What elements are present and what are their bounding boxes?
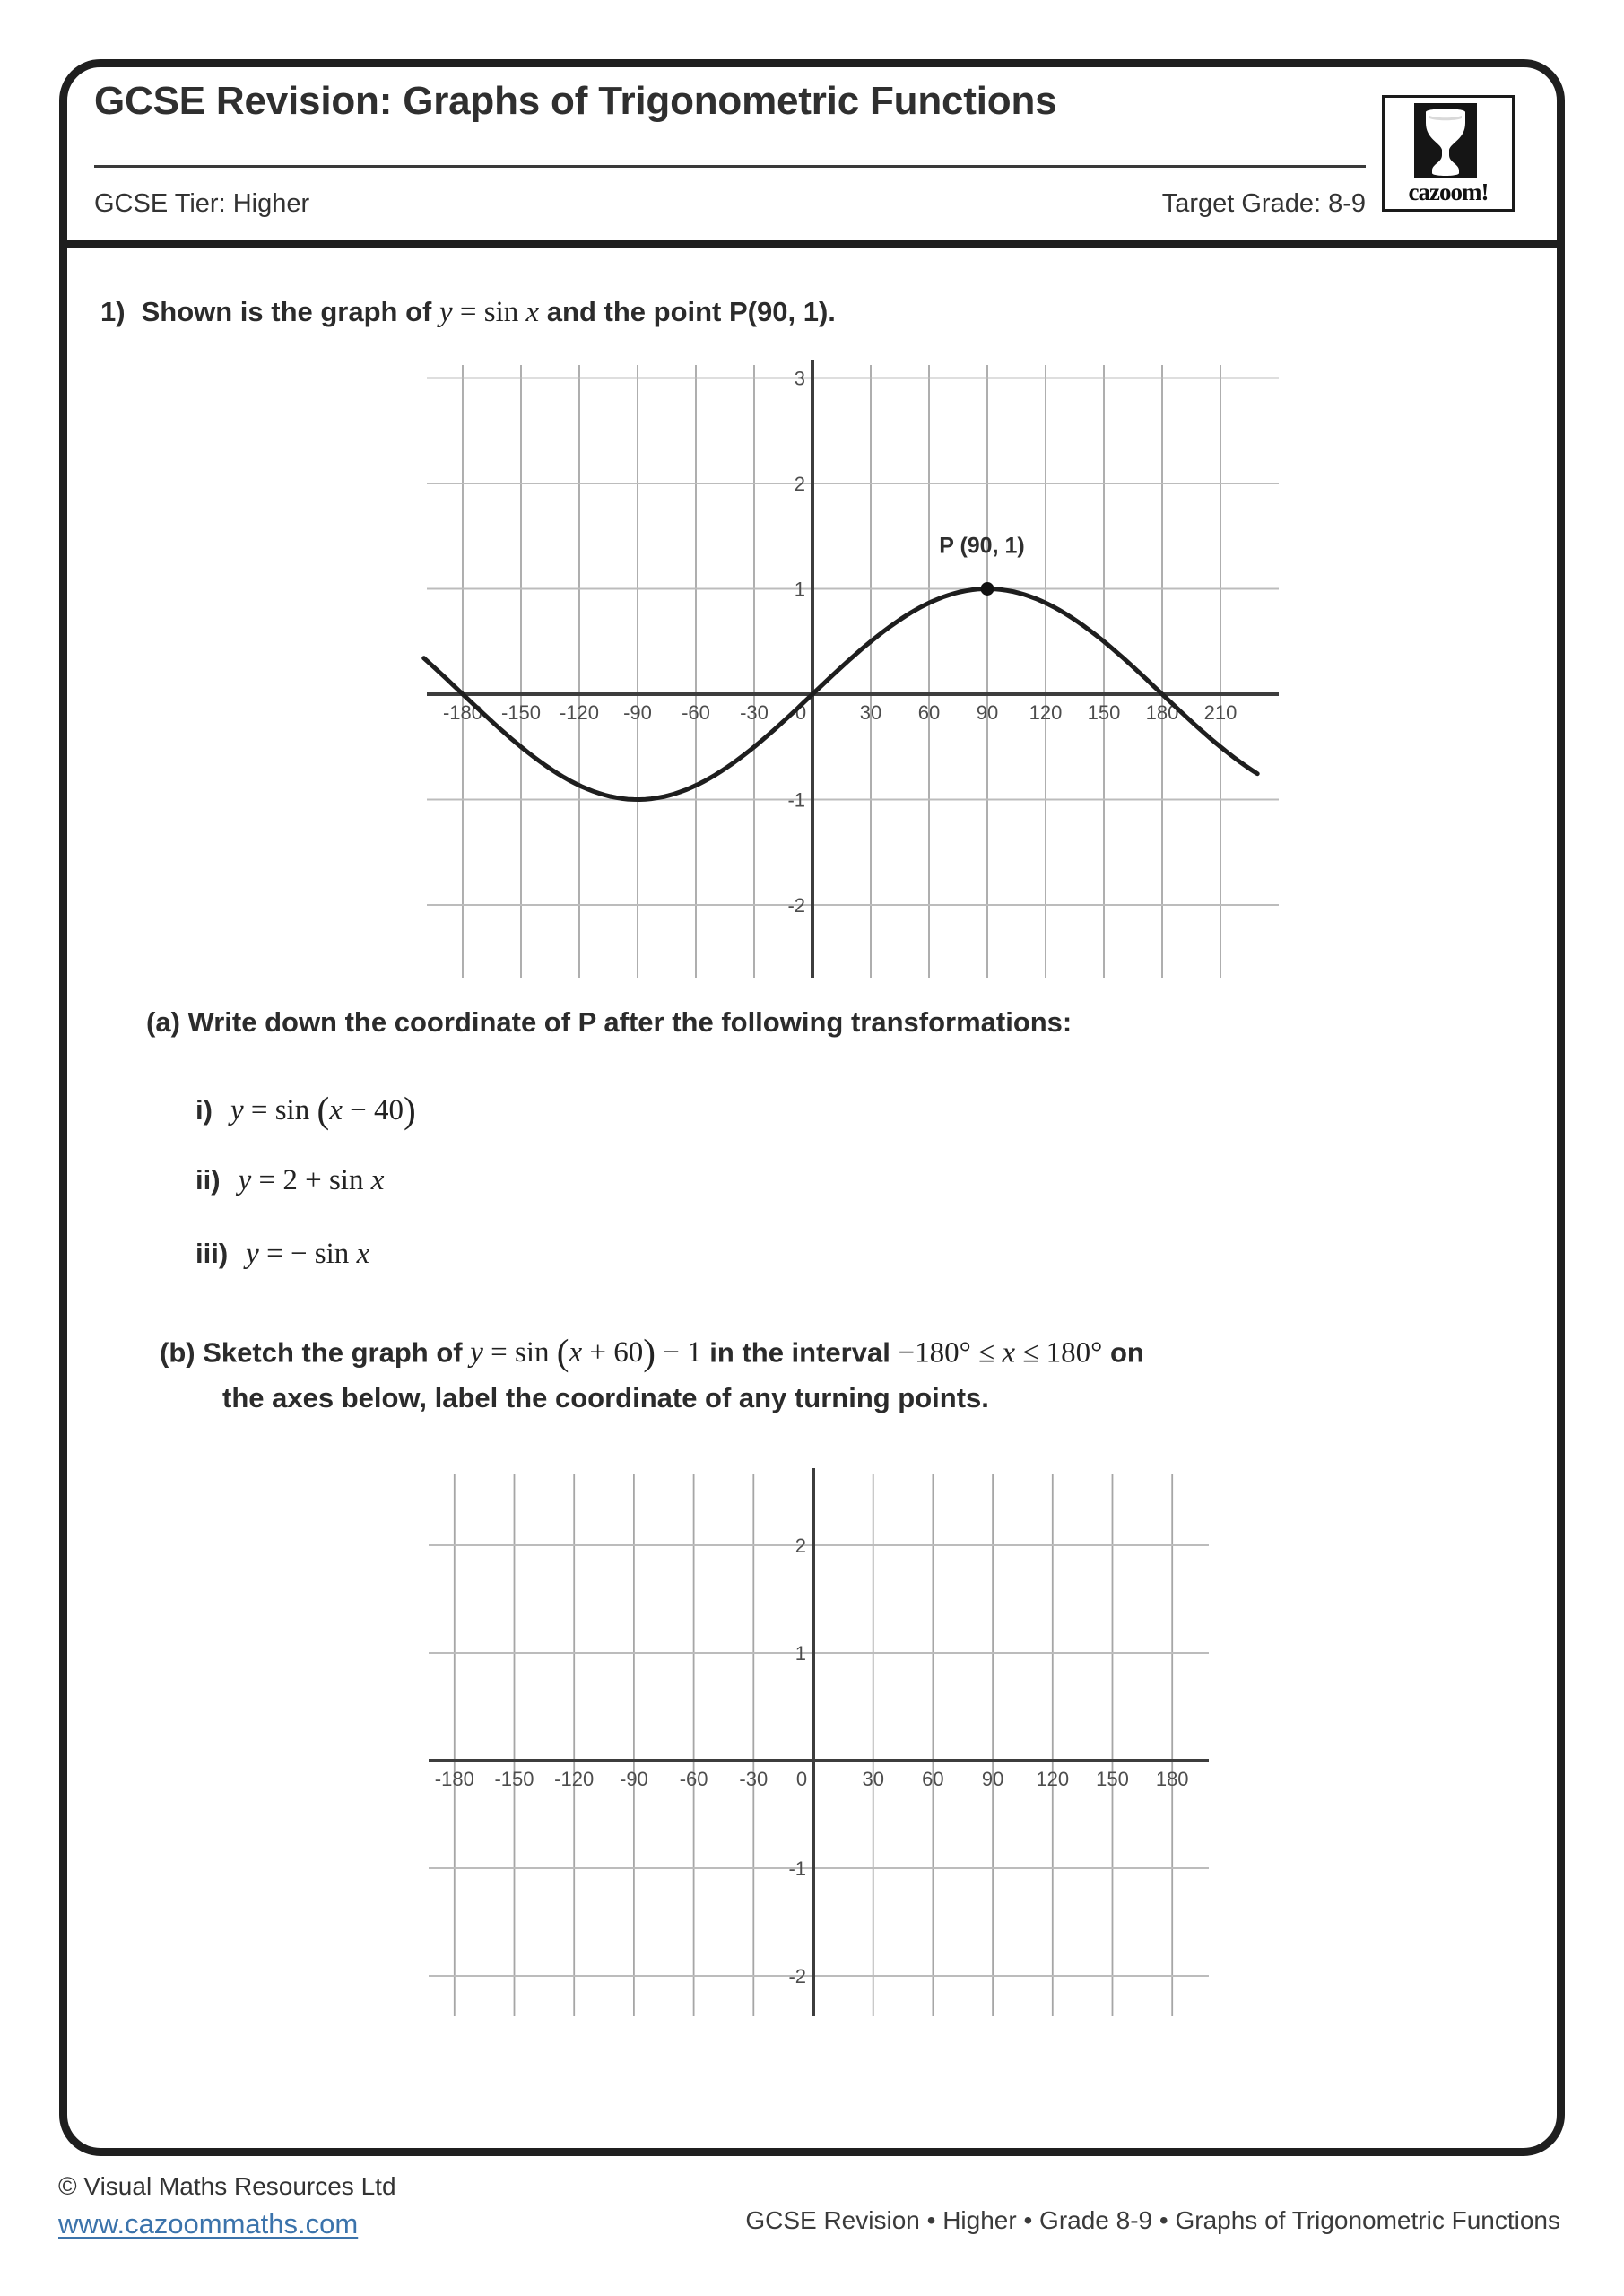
point-P: [981, 582, 994, 596]
blank-sketch-grid: [404, 1462, 1291, 2027]
item-ii-label: ii): [195, 1164, 221, 1196]
part-b-label: (b): [160, 1336, 195, 1369]
x-tick-label: -120: [554, 1768, 595, 1790]
point-P-label: P (90, 1): [939, 533, 1025, 559]
part-a-text: (a) Write down the coordinate of P after the following transformations:: [146, 1006, 1073, 1038]
x-tick-label: 30: [859, 701, 882, 724]
item-i-label: i): [195, 1094, 213, 1126]
item-ii-formula: y = 2 + sin x: [238, 1164, 385, 1196]
item-i-formula: y = sin (x − 40): [230, 1090, 416, 1131]
x-tick-label: 120: [1029, 701, 1063, 724]
item-iii-formula: y = − sin x: [246, 1238, 370, 1270]
y-tick-label: 3: [794, 367, 805, 390]
x-tick-label: 0: [795, 1768, 808, 1790]
x-tick-label: 60: [917, 701, 941, 724]
target-grade-label: Target Grade: 8-9: [1161, 189, 1366, 218]
part-b-formula: y = sin (x + 60) − 1: [470, 1332, 702, 1373]
x-tick-label: 90: [976, 701, 999, 724]
part-a-label: (a): [146, 1006, 180, 1038]
y-tick-label: -2: [787, 894, 805, 917]
question-number: 1): [100, 296, 126, 327]
part-b-interval: −180° ≤ x ≤ 180°: [898, 1336, 1103, 1370]
y-tick-label: 2: [794, 473, 805, 495]
cazoom-logo-text: cazoom!: [1408, 178, 1489, 205]
x-tick-label: -180: [434, 1768, 474, 1790]
tier-label: GCSE Tier: Higher: [94, 189, 310, 218]
x-tick-label: -120: [559, 701, 600, 724]
x-tick-label: 60: [922, 1768, 944, 1790]
question-1-text: 1) Shown is the graph of y = sin x and the point P(90, 1).: [100, 296, 836, 328]
x-tick-label: 120: [1036, 1768, 1070, 1790]
x-tick-label: 0: [795, 701, 807, 724]
website-link[interactable]: www.cazoommaths.com: [58, 2208, 359, 2239]
y-tick-label: 2: [795, 1535, 806, 1557]
footer-strip: GCSE Revision • Higher • Grade 8-9 • Graphs of Trigonometric Functions: [745, 2206, 1560, 2234]
y-tick-label: -1: [788, 1857, 806, 1880]
x-tick-label: 180: [1145, 701, 1179, 724]
intro-formula: y = sin x: [439, 296, 540, 328]
cazoom-drum-icon: [1385, 98, 1507, 180]
part-b-text-line2: the axes below, label the coordinate of any turning points.: [222, 1382, 989, 1413]
page-title: GCSE Revision: Graphs of Trigonometric Functions: [94, 79, 1057, 123]
y-tick-label: -2: [788, 1965, 806, 1987]
x-tick-label: 150: [1096, 1768, 1129, 1790]
y-tick-label: 1: [794, 578, 805, 601]
item-iii-label: iii): [195, 1238, 229, 1269]
x-tick-label: -60: [679, 1768, 708, 1790]
x-tick-label: 90: [981, 1768, 1004, 1790]
x-tick-label: 30: [862, 1768, 884, 1790]
x-tick-label: -90: [620, 1768, 648, 1790]
x-tick-label: 210: [1203, 701, 1238, 724]
copyright-text: © Visual Maths Resources Ltd: [58, 2172, 396, 2200]
y-tick-label: 1: [795, 1642, 806, 1665]
x-tick-label: -30: [739, 1768, 769, 1790]
part-b-text-line1: (b) Sketch the graph of y = sin (x + 60) − 1 in the interval −180° ≤ x ≤ 180° on: [160, 1332, 1144, 1373]
title-divider: [94, 165, 1366, 168]
sine-graph: [404, 354, 1291, 1000]
header-divider: [65, 240, 1559, 248]
x-tick-label: 150: [1087, 701, 1121, 724]
transformation-item-i: [195, 1089, 416, 1132]
x-tick-label: -90: [623, 701, 652, 724]
x-tick-label: -30: [740, 701, 769, 724]
transformation-item-ii: [195, 1164, 384, 1197]
x-tick-label: -180: [442, 701, 483, 724]
x-tick-label: 180: [1155, 1768, 1189, 1790]
x-tick-label: -60: [682, 701, 710, 724]
y-tick-label: -1: [787, 788, 805, 812]
x-tick-label: -150: [500, 701, 542, 724]
x-tick-label: -150: [494, 1768, 534, 1790]
header-meta-row: [94, 189, 1366, 219]
website-link-wrap: [58, 2208, 358, 2240]
cazoom-logo: [1382, 95, 1515, 212]
transformation-item-iii: [195, 1238, 369, 1271]
